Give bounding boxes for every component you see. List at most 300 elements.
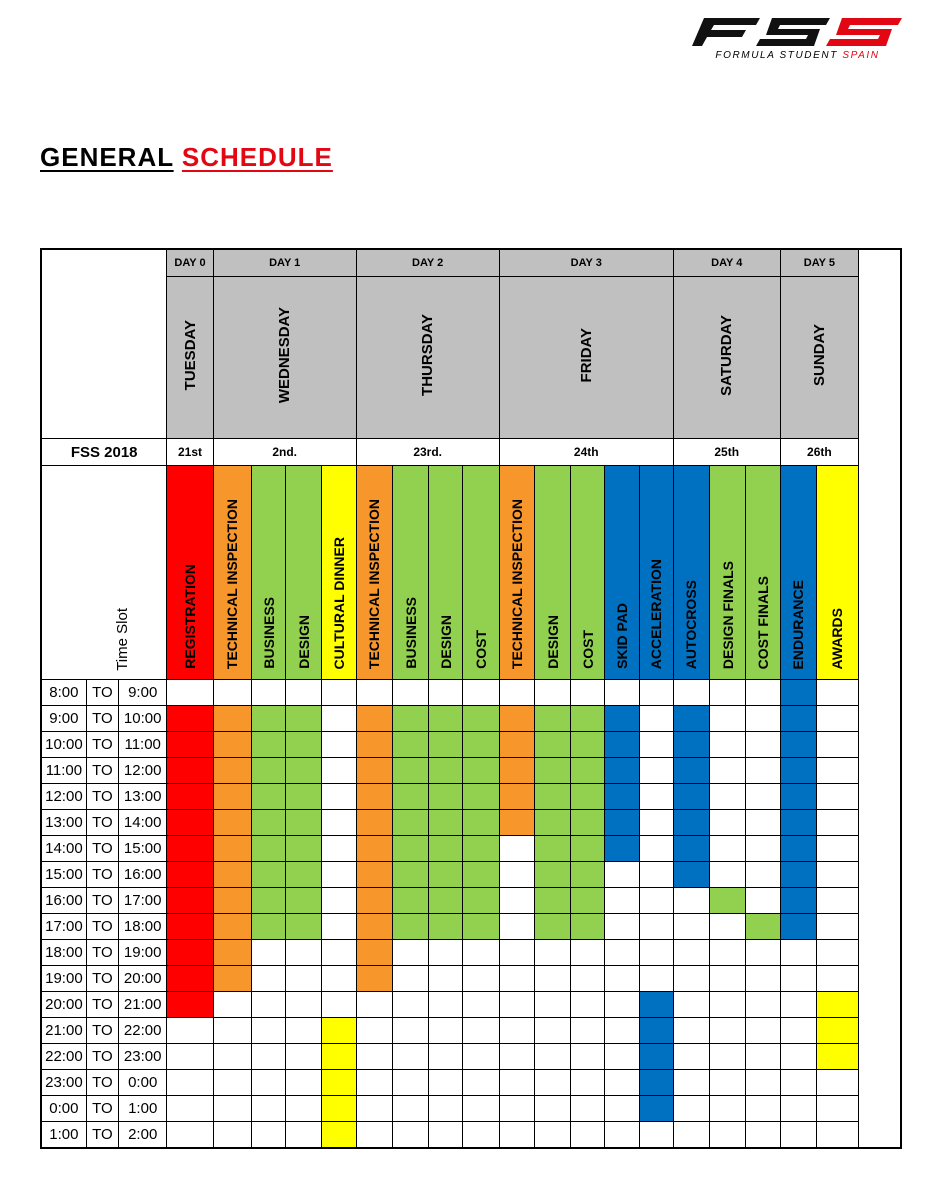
- schedule-cell-empty: [429, 1070, 463, 1096]
- activity-label: COST FINALS: [754, 575, 771, 669]
- schedule-cell-empty: [639, 914, 673, 940]
- schedule-cell-active: [213, 888, 251, 914]
- day-code-header: DAY 0: [167, 249, 213, 277]
- schedule-cell-active: [322, 1018, 356, 1044]
- time-to-label: TO: [86, 1096, 118, 1122]
- schedule-cell-active: [780, 680, 816, 706]
- schedule-cell-active: [392, 810, 428, 836]
- activity-header-cultural-dinner: [322, 466, 356, 680]
- schedule-cell-empty: [322, 992, 356, 1018]
- schedule-cell-empty: [605, 940, 639, 966]
- schedule-cell-empty: [429, 1044, 463, 1070]
- schedule-cell-empty: [429, 680, 463, 706]
- time-from: 11:00: [41, 758, 86, 784]
- schedule-cell-empty: [499, 992, 534, 1018]
- schedule-cell-active: [463, 914, 499, 940]
- schedule-cell-empty: [286, 966, 322, 992]
- schedule-cell-active: [429, 888, 463, 914]
- schedule-cell-empty: [286, 1096, 322, 1122]
- schedule-cell-empty: [167, 1096, 213, 1122]
- time-from: 15:00: [41, 862, 86, 888]
- schedule-cell-empty: [710, 992, 746, 1018]
- schedule-cell-active: [571, 784, 605, 810]
- time-from: 14:00: [41, 836, 86, 862]
- activity-header-design: [429, 466, 463, 680]
- schedule-cell-empty: [710, 836, 746, 862]
- day-name-row: [41, 277, 901, 439]
- schedule-cell-empty: [571, 1096, 605, 1122]
- schedule-cell-empty: [322, 758, 356, 784]
- activity-header-technical-inspection: [213, 466, 251, 680]
- time-slot-row: [41, 680, 901, 706]
- schedule-cell-active: [392, 758, 428, 784]
- fss-logo-mark: [690, 14, 905, 50]
- schedule-cell-active: [251, 888, 285, 914]
- schedule-cell-empty: [213, 680, 251, 706]
- schedule-cell-empty: [605, 1096, 639, 1122]
- time-to-label: TO: [86, 1070, 118, 1096]
- schedule-cell-active: [286, 732, 322, 758]
- schedule-cell-empty: [710, 1018, 746, 1044]
- activity-header-cost: [571, 466, 605, 680]
- schedule-cell-empty: [463, 680, 499, 706]
- schedule-cell-empty: [322, 940, 356, 966]
- schedule-cell-empty: [356, 1070, 392, 1096]
- schedule-cell-empty: [534, 992, 570, 1018]
- schedule-cell-empty: [605, 1070, 639, 1096]
- schedule-cell-empty: [639, 784, 673, 810]
- schedule-cell-empty: [167, 1044, 213, 1070]
- schedule-cell-empty: [673, 1018, 709, 1044]
- schedule-cell-empty: [605, 680, 639, 706]
- schedule-cell-active: [251, 732, 285, 758]
- time-to-label: TO: [86, 680, 118, 706]
- schedule-cell-empty: [605, 992, 639, 1018]
- time-to-label: TO: [86, 914, 118, 940]
- schedule-cell-empty: [746, 940, 780, 966]
- day-name-label: TUESDAY: [181, 319, 199, 391]
- schedule-cell-active: [251, 810, 285, 836]
- schedule-cell-active: [213, 836, 251, 862]
- schedule-cell-empty: [639, 1122, 673, 1149]
- time-from: 10:00: [41, 732, 86, 758]
- activity-header-business: [392, 466, 428, 680]
- fss-logo: [690, 14, 905, 64]
- schedule-cell-empty: [429, 1122, 463, 1149]
- time-to: 18:00: [119, 914, 167, 940]
- schedule-cell-empty: [746, 810, 780, 836]
- schedule-cell-active: [356, 836, 392, 862]
- time-slot-row: [41, 1096, 901, 1122]
- time-from: 9:00: [41, 706, 86, 732]
- schedule-cell-empty: [429, 966, 463, 992]
- schedule-cell-active: [167, 862, 213, 888]
- schedule-cell-empty: [710, 706, 746, 732]
- time-from: 19:00: [41, 966, 86, 992]
- schedule-cell-empty: [429, 940, 463, 966]
- schedule-cell-active: [429, 862, 463, 888]
- schedule-cell-active: [356, 732, 392, 758]
- schedule-cell-empty: [392, 1096, 428, 1122]
- schedule-cell-empty: [534, 940, 570, 966]
- schedule-cell-empty: [251, 1096, 285, 1122]
- schedule-cell-active: [673, 784, 709, 810]
- schedule-cell-active: [167, 706, 213, 732]
- schedule-cell-empty: [639, 862, 673, 888]
- time-from: 16:00: [41, 888, 86, 914]
- schedule-cell-active: [167, 888, 213, 914]
- day-date: 25th: [673, 439, 780, 466]
- time-to-label: TO: [86, 1018, 118, 1044]
- schedule-cell-empty: [534, 966, 570, 992]
- activity-label: TECHNICAL INSPECTION: [224, 498, 241, 669]
- schedule-cell-active: [392, 706, 428, 732]
- schedule-cell-empty: [499, 914, 534, 940]
- activity-label: AWARDS: [829, 607, 846, 669]
- activity-header-design: [534, 466, 570, 680]
- schedule-cell-active: [746, 914, 780, 940]
- schedule-cell-empty: [710, 758, 746, 784]
- day-name-header: [499, 277, 673, 439]
- schedule-cell-empty: [746, 1018, 780, 1044]
- day-name-header: [780, 277, 859, 439]
- schedule-cell-active: [322, 1070, 356, 1096]
- schedule-cell-empty: [639, 940, 673, 966]
- time-slot-row: [41, 862, 901, 888]
- time-to: 19:00: [119, 940, 167, 966]
- time-to: 9:00: [119, 680, 167, 706]
- schedule-cell-empty: [286, 940, 322, 966]
- schedule-cell-active: [463, 706, 499, 732]
- schedule-cell-empty: [251, 1122, 285, 1149]
- schedule-cell-empty: [499, 1070, 534, 1096]
- day-code-header: DAY 2: [356, 249, 499, 277]
- schedule-cell-empty: [286, 992, 322, 1018]
- time-to-label: TO: [86, 810, 118, 836]
- time-to-label: TO: [86, 888, 118, 914]
- schedule-cell-active: [429, 706, 463, 732]
- schedule-cell-active: [251, 706, 285, 732]
- schedule-cell-active: [571, 810, 605, 836]
- schedule-cell-empty: [780, 1070, 816, 1096]
- schedule-cell-empty: [213, 1070, 251, 1096]
- schedule-cell-active: [571, 732, 605, 758]
- logo-subtitle: [690, 50, 905, 61]
- logo-subtitle-accent: SPAIN: [842, 50, 880, 61]
- activity-header-business: [251, 466, 285, 680]
- schedule-cell-active: [463, 784, 499, 810]
- schedule-cell-empty: [322, 810, 356, 836]
- page-title-word-general: GENERAL: [40, 142, 174, 172]
- schedule-cell-active: [392, 862, 428, 888]
- time-to: 0:00: [119, 1070, 167, 1096]
- day-date: 23rd.: [356, 439, 499, 466]
- time-slot-row: [41, 888, 901, 914]
- time-slot-row: [41, 706, 901, 732]
- schedule-cell-empty: [746, 1122, 780, 1149]
- schedule-cell-empty: [356, 680, 392, 706]
- schedule-cell-empty: [605, 1122, 639, 1149]
- activity-label: DESIGN: [437, 615, 454, 669]
- time-slot-row: [41, 1018, 901, 1044]
- day-date: 24th: [499, 439, 673, 466]
- time-from: 22:00: [41, 1044, 86, 1070]
- schedule-cell-empty: [673, 888, 709, 914]
- schedule-cell-active: [780, 732, 816, 758]
- activity-header-cost: [463, 466, 499, 680]
- schedule-cell-empty: [322, 784, 356, 810]
- schedule-table: [40, 248, 902, 1149]
- time-to: 16:00: [119, 862, 167, 888]
- time-to: 1:00: [119, 1096, 167, 1122]
- activity-header-autocross: [673, 466, 709, 680]
- schedule-cell-empty: [639, 836, 673, 862]
- schedule-cell-active: [463, 732, 499, 758]
- time-from: 23:00: [41, 1070, 86, 1096]
- schedule-cell-active: [322, 1044, 356, 1070]
- schedule-cell-empty: [392, 1070, 428, 1096]
- schedule-cell-empty: [463, 940, 499, 966]
- schedule-cell-empty: [639, 810, 673, 836]
- schedule-cell-empty: [746, 732, 780, 758]
- schedule-cell-empty: [816, 1122, 858, 1149]
- schedule-cell-empty: [746, 888, 780, 914]
- schedule-cell-active: [780, 810, 816, 836]
- time-slot-row: [41, 940, 901, 966]
- time-to: 11:00: [119, 732, 167, 758]
- time-slot-row: [41, 914, 901, 940]
- schedule-cell-empty: [392, 680, 428, 706]
- schedule-cell-active: [429, 732, 463, 758]
- schedule-cell-empty: [463, 1044, 499, 1070]
- schedule-cell-active: [251, 862, 285, 888]
- schedule-cell-active: [429, 914, 463, 940]
- schedule-cell-active: [534, 914, 570, 940]
- schedule-cell-empty: [251, 940, 285, 966]
- time-to: 10:00: [119, 706, 167, 732]
- schedule-cell-active: [605, 784, 639, 810]
- schedule-cell-empty: [322, 888, 356, 914]
- schedule-cell-empty: [816, 940, 858, 966]
- time-to-label: TO: [86, 836, 118, 862]
- time-to: 2:00: [119, 1122, 167, 1149]
- schedule-cell-empty: [213, 992, 251, 1018]
- schedule-cell-empty: [710, 680, 746, 706]
- schedule-cell-active: [710, 888, 746, 914]
- schedule-cell-empty: [322, 914, 356, 940]
- schedule-cell-empty: [322, 966, 356, 992]
- schedule-cell-empty: [534, 1070, 570, 1096]
- schedule-cell-empty: [780, 966, 816, 992]
- schedule-cell-active: [673, 732, 709, 758]
- schedule-cell-empty: [639, 680, 673, 706]
- schedule-cell-active: [356, 810, 392, 836]
- schedule-cell-empty: [746, 784, 780, 810]
- time-from: 17:00: [41, 914, 86, 940]
- schedule-cell-empty: [322, 732, 356, 758]
- activity-header-acceleration: [639, 466, 673, 680]
- day-code-header: DAY 5: [780, 249, 859, 277]
- day-name-label: SUNDAY: [810, 324, 828, 386]
- schedule-cell-empty: [571, 1070, 605, 1096]
- schedule-cell-empty: [746, 706, 780, 732]
- schedule-cell-active: [286, 784, 322, 810]
- time-slot-row: [41, 1070, 901, 1096]
- schedule-cell-active: [213, 940, 251, 966]
- schedule-cell-empty: [499, 1096, 534, 1122]
- day-code-row: [41, 249, 901, 277]
- schedule-cell-empty: [392, 1044, 428, 1070]
- schedule-cell-empty: [673, 680, 709, 706]
- time-slot-row: [41, 758, 901, 784]
- schedule-cell-empty: [673, 992, 709, 1018]
- schedule-cell-empty: [534, 1018, 570, 1044]
- schedule-cell-active: [286, 836, 322, 862]
- schedule-cell-empty: [816, 680, 858, 706]
- time-slot-row: [41, 1122, 901, 1149]
- schedule-cell-active: [251, 758, 285, 784]
- time-to-label: TO: [86, 784, 118, 810]
- schedule-cell-empty: [605, 1044, 639, 1070]
- schedule-cell-active: [499, 758, 534, 784]
- schedule-cell-empty: [816, 966, 858, 992]
- event-label: FSS 2018: [41, 439, 167, 466]
- day-name-header: [673, 277, 780, 439]
- schedule-cell-active: [286, 914, 322, 940]
- activity-header-awards: [816, 466, 858, 680]
- day-name-header: [167, 277, 213, 439]
- schedule-cell-empty: [746, 758, 780, 784]
- schedule-cell-empty: [816, 706, 858, 732]
- activity-label: DESIGN: [544, 615, 561, 669]
- time-to-label: TO: [86, 732, 118, 758]
- day-date: 21st: [167, 439, 213, 466]
- schedule-cell-empty: [251, 1044, 285, 1070]
- schedule-cell-empty: [356, 1018, 392, 1044]
- activity-header-technical-inspection: [356, 466, 392, 680]
- time-to: 22:00: [119, 1018, 167, 1044]
- activity-label: TECHNICAL INSPECTION: [508, 498, 525, 669]
- time-to: 15:00: [119, 836, 167, 862]
- schedule-cell-empty: [780, 1122, 816, 1149]
- schedule-cell-empty: [605, 862, 639, 888]
- schedule-cell-active: [167, 992, 213, 1018]
- day-name-header: [356, 277, 499, 439]
- schedule-cell-active: [463, 758, 499, 784]
- time-from: 8:00: [41, 680, 86, 706]
- schedule-cell-empty: [746, 992, 780, 1018]
- time-slot-row: [41, 784, 901, 810]
- schedule-cell-active: [639, 1096, 673, 1122]
- schedule-cell-active: [499, 810, 534, 836]
- schedule-cell-empty: [816, 1096, 858, 1122]
- schedule-cell-empty: [167, 1070, 213, 1096]
- time-from: 0:00: [41, 1096, 86, 1122]
- time-to: 23:00: [119, 1044, 167, 1070]
- activity-label: ENDURANCE: [790, 579, 807, 669]
- schedule-cell-active: [167, 810, 213, 836]
- schedule-cell-active: [356, 940, 392, 966]
- schedule-cell-empty: [356, 1044, 392, 1070]
- schedule-cell-active: [213, 914, 251, 940]
- activity-header-skid-pad: [605, 466, 639, 680]
- logo-subtitle-main: FORMULA STUDENT: [715, 50, 838, 61]
- time-to-label: TO: [86, 758, 118, 784]
- schedule-cell-empty: [710, 1122, 746, 1149]
- schedule-cell-empty: [780, 1096, 816, 1122]
- time-to: 20:00: [119, 966, 167, 992]
- schedule-cell-empty: [499, 1018, 534, 1044]
- schedule-cell-empty: [499, 1122, 534, 1149]
- schedule-cell-active: [780, 914, 816, 940]
- schedule-cell-active: [429, 810, 463, 836]
- schedule-cell-active: [429, 758, 463, 784]
- schedule-cell-active: [167, 732, 213, 758]
- activity-label: COST: [473, 630, 490, 669]
- schedule-cell-active: [780, 888, 816, 914]
- schedule-cell-active: [534, 862, 570, 888]
- schedule-cell-empty: [710, 732, 746, 758]
- time-from: 1:00: [41, 1122, 86, 1149]
- schedule-cell-empty: [392, 1122, 428, 1149]
- schedule-cell-empty: [286, 1122, 322, 1149]
- time-from: 18:00: [41, 940, 86, 966]
- schedule-cell-empty: [816, 888, 858, 914]
- schedule-cell-empty: [710, 810, 746, 836]
- schedule-cell-empty: [780, 940, 816, 966]
- schedule-cell-active: [286, 862, 322, 888]
- schedule-cell-active: [534, 836, 570, 862]
- schedule-cell-active: [534, 706, 570, 732]
- schedule-cell-empty: [746, 1070, 780, 1096]
- schedule-cell-empty: [710, 966, 746, 992]
- schedule-cell-active: [322, 1096, 356, 1122]
- schedule-cell-active: [673, 862, 709, 888]
- schedule-cell-active: [463, 888, 499, 914]
- schedule-cell-empty: [780, 1018, 816, 1044]
- schedule-cell-active: [322, 1122, 356, 1149]
- schedule-cell-active: [673, 758, 709, 784]
- time-to-label: TO: [86, 1122, 118, 1149]
- time-to: 12:00: [119, 758, 167, 784]
- schedule-cell-active: [286, 706, 322, 732]
- schedule-cell-empty: [213, 1122, 251, 1149]
- time-slot-label: Time Slot: [114, 608, 131, 671]
- schedule-cell-empty: [673, 1122, 709, 1149]
- time-to-label: TO: [86, 966, 118, 992]
- schedule-cell-empty: [639, 758, 673, 784]
- schedule-cell-active: [463, 862, 499, 888]
- activity-label: TECHNICAL INSPECTION: [366, 498, 383, 669]
- activity-label: CULTURAL DINNER: [331, 536, 348, 669]
- schedule-cell-active: [392, 784, 428, 810]
- schedule-cell-empty: [251, 1018, 285, 1044]
- schedule-cell-empty: [673, 1044, 709, 1070]
- schedule-cell-active: [251, 914, 285, 940]
- schedule-cell-active: [167, 940, 213, 966]
- schedule-cell-active: [167, 966, 213, 992]
- schedule-cell-empty: [534, 1044, 570, 1070]
- schedule-cell-empty: [816, 784, 858, 810]
- schedule-cell-active: [167, 758, 213, 784]
- schedule-cell-active: [392, 732, 428, 758]
- schedule-cell-empty: [746, 966, 780, 992]
- schedule-cell-empty: [213, 1096, 251, 1122]
- time-to-label: TO: [86, 862, 118, 888]
- time-slot-row: [41, 810, 901, 836]
- schedule-cell-empty: [605, 966, 639, 992]
- schedule-cell-empty: [322, 680, 356, 706]
